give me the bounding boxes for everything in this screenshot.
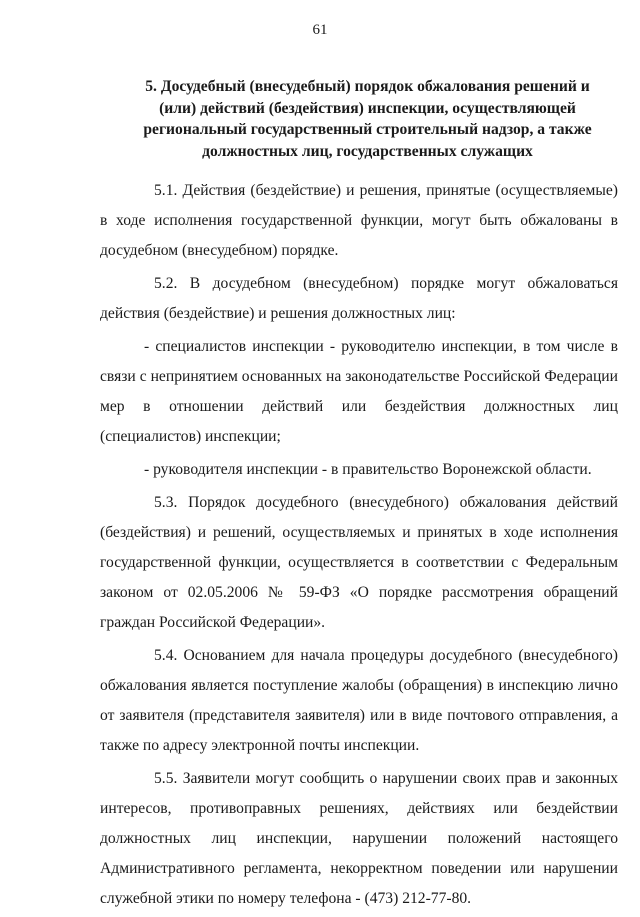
paragraph-5-1: 5.1. Действия (бездействие) и решения, принятые (осуществляемые) в ходе исполнения государственной функции, могут быть обжалованы в досудебном (внесудебном) порядке. (100, 182, 618, 259)
list-item-head: - руководителя инспекции - в правительство Воронежской области. (144, 461, 592, 478)
list-item-specialists: - специалистов инспекции - руководителю инспекции, в том числе в связи с непринятием основанных на законодательстве Российской Федерации мер в отношении действий или бездействия должностных лиц (специалистов) инспекции; (100, 338, 618, 445)
paragraph-5-5: 5.5. Заявители могут сообщить о нарушении своих прав и законных интересов, противоправных решениях, действиях или бездействии должностных лиц инспекции, нарушении положений настоящего Административного регламента, некорректном поведении или нарушении служебной этики по номеру телефона - (473) 212-77-80. (100, 770, 618, 907)
document-body (100, 176, 618, 917)
paragraph-5-2: 5.2. В досудебном (внесудебном) порядке могут обжаловаться действия (бездействие) и решения должностных лиц: (100, 275, 618, 322)
paragraph-5-3: 5.3. Порядок досудебного (внесудебного) обжалования действий (бездействия) и решений, осуществляемых и принятых в ходе исполнения государственной функции, осуществляется в соответствии с Федеральным законом от 02.05.2006 № 59-ФЗ «О порядке рассмотрения обращений граждан Российской Федерации». (100, 494, 618, 631)
section-title: 5. Досудебный (внесудебный) порядок обжалования решений и (или) действий (бездействия) инспекции, осуществляющей региональный государственный строительный надзор, а также должностных лиц, государственных служащих (143, 78, 592, 160)
paragraph-5-4: 5.4. Основанием для начала процедуры досудебного (внесудебного) обжалования является поступление жалобы (обращения) в инспекцию лично от заявителя (представителя заявителя) или в виде почтового отправления, а также по адресу электронной почты инспекции. (100, 647, 618, 754)
page-number: 61 (312, 22, 328, 38)
